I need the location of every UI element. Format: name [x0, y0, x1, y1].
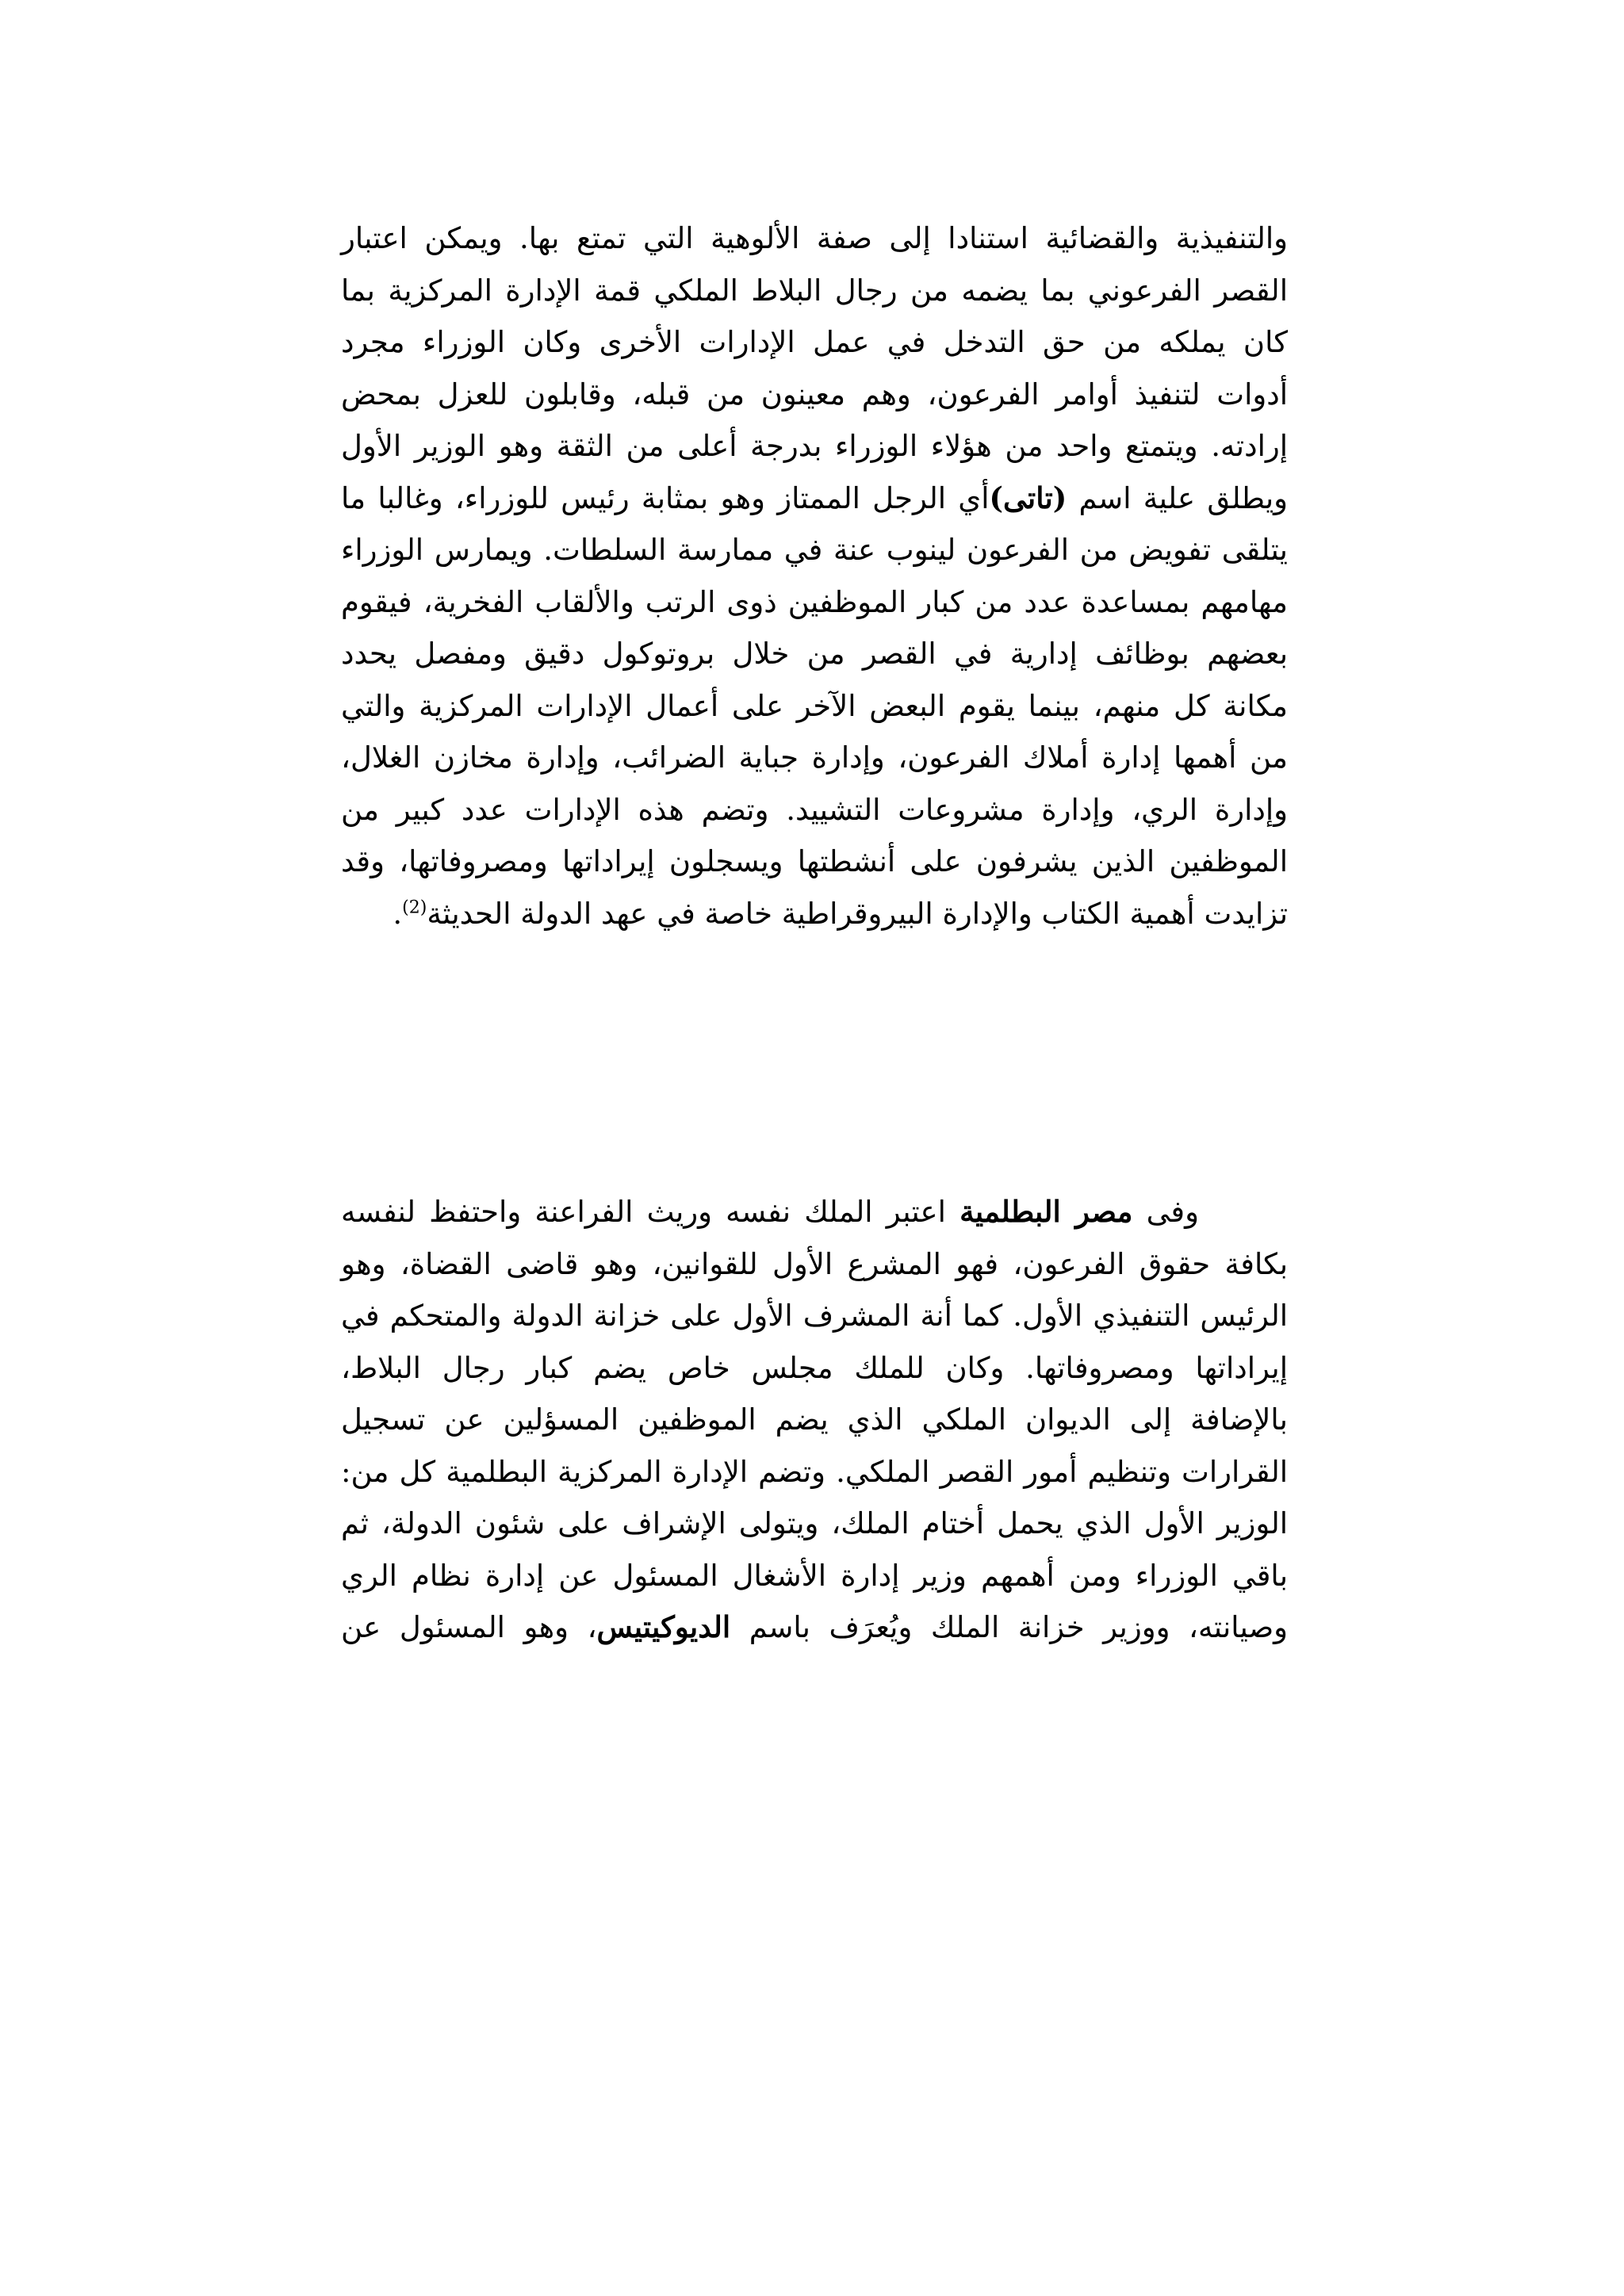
text-line	[341, 888, 1288, 940]
text-line: الرئيس التنفيذي الأول. كما أنة المشرف الأول على خزانة الدولة والمتحكم في	[341, 1299, 1288, 1333]
text-run: وصيانته، ووزير خزانة الملك ويُعرَف باسم	[730, 1610, 1288, 1644]
bold-term-ptolemaic-egypt: مصر البطلمية	[959, 1194, 1133, 1229]
text-line	[341, 473, 1288, 525]
text-run: ويطلق علية اسم	[1067, 480, 1288, 515]
text-run: ، وهو المسئول عن	[341, 1610, 597, 1644]
text-line: بكافة حقوق الفرعون، فهو المشرع الأول للقوانين، وهو قاضى القضاة، وهو	[341, 1246, 1288, 1281]
text-line: بعضهم بوظائف إدارية في القصر من خلال بروتوكول دقيق ومفصل يحدد	[341, 637, 1288, 671]
paragraph-1	[341, 212, 1288, 939]
text-line: يتلقى تفويض من الفرعون لينوب عنة في ممارسة السلطات. ويمارس الوزراء	[341, 533, 1288, 567]
text-run: أي الرجل الممتاز وهو بمثابة رئيس للوزراء، وغالبا ما	[341, 480, 990, 515]
text-line: من أهمها إدارة أملاك الفرعون، وإدارة جباية الضرائب، وإدارة مخازن الغلال،	[341, 740, 1288, 775]
bold-term-dioiketes: الديوكيتيس	[596, 1609, 731, 1644]
text-line: وإدارة الري، وإدارة مشروعات التشييد. وتضم هذه الإدارات عدد كبير من	[341, 792, 1288, 827]
footnote-reference: (2)	[402, 897, 427, 918]
text-line: والتنفيذية والقضائية استنادا إلى صفة الألوهية التي تمتع بها. ويمكن اعتبار	[341, 221, 1288, 255]
text-line	[341, 1186, 1288, 1238]
text-line: القصر الفرعوني بما يضمه من رجال البلاط الملكي قمة الإدارة المركزية بما	[341, 273, 1288, 308]
text-line: القرارات وتنظيم أمور القصر الملكي. وتضم الإدارة المركزية البطلمية كل من:	[341, 1454, 1288, 1489]
text-line: أدوات لتنفيذ أوامر الفرعون، وهم معينون من قبله، وقابلون للعزل بمحض	[341, 377, 1288, 411]
text-run: اعتبر الملك نفسه وريث الفراعنة واحتفظ لنفسه	[341, 1195, 960, 1229]
text-line: إيراداتها ومصروفاتها. وكان للملك مجلس خاص يضم كبار رجال البلاط،	[341, 1350, 1288, 1385]
text-line: إرادته. ويتمتع واحد من هؤلاء الوزراء بدرجة أعلى من الثقة وهو الوزير الأول	[341, 429, 1288, 463]
text-line: مكانة كل منهم، بينما يقوم البعض الآخر على أعمال الإدارات المركزية والتي	[341, 688, 1288, 723]
text-run: تزايدت أهمية الكتاب والإدارة البيروقراطية خاصة في عهد الدولة الحديثة	[427, 896, 1288, 931]
text-run: وفى	[1132, 1195, 1199, 1229]
paragraph-2	[341, 1186, 1288, 1654]
text-line	[341, 1601, 1288, 1654]
bold-term-tati: (تاتى)	[989, 480, 1067, 515]
text-run: .	[393, 896, 403, 931]
text-line: كان يملكه من حق التدخل في عمل الإدارات الأخرى وكان الوزراء مجرد	[341, 325, 1288, 359]
text-line: الوزير الأول الذي يحمل أختام الملك، ويتولى الإشراف على شئون الدولة، ثم	[341, 1506, 1288, 1540]
text-line: بالإضافة إلى الديوان الملكي الذي يضم الموظفين المسؤلين عن تسجيل	[341, 1402, 1288, 1437]
text-line: باقي الوزراء ومن أهمهم وزير إدارة الأشغال المسئول عن إدارة نظام الري	[341, 1558, 1288, 1593]
text-line: مهامهم بمساعدة عدد من كبار الموظفين ذوى الرتب والألقاب الفخرية، فيقوم	[341, 584, 1288, 619]
text-line: الموظفين الذين يشرفون على أنشطتها ويسجلون إيراداتها ومصروفاتها، وقد	[341, 844, 1288, 878]
